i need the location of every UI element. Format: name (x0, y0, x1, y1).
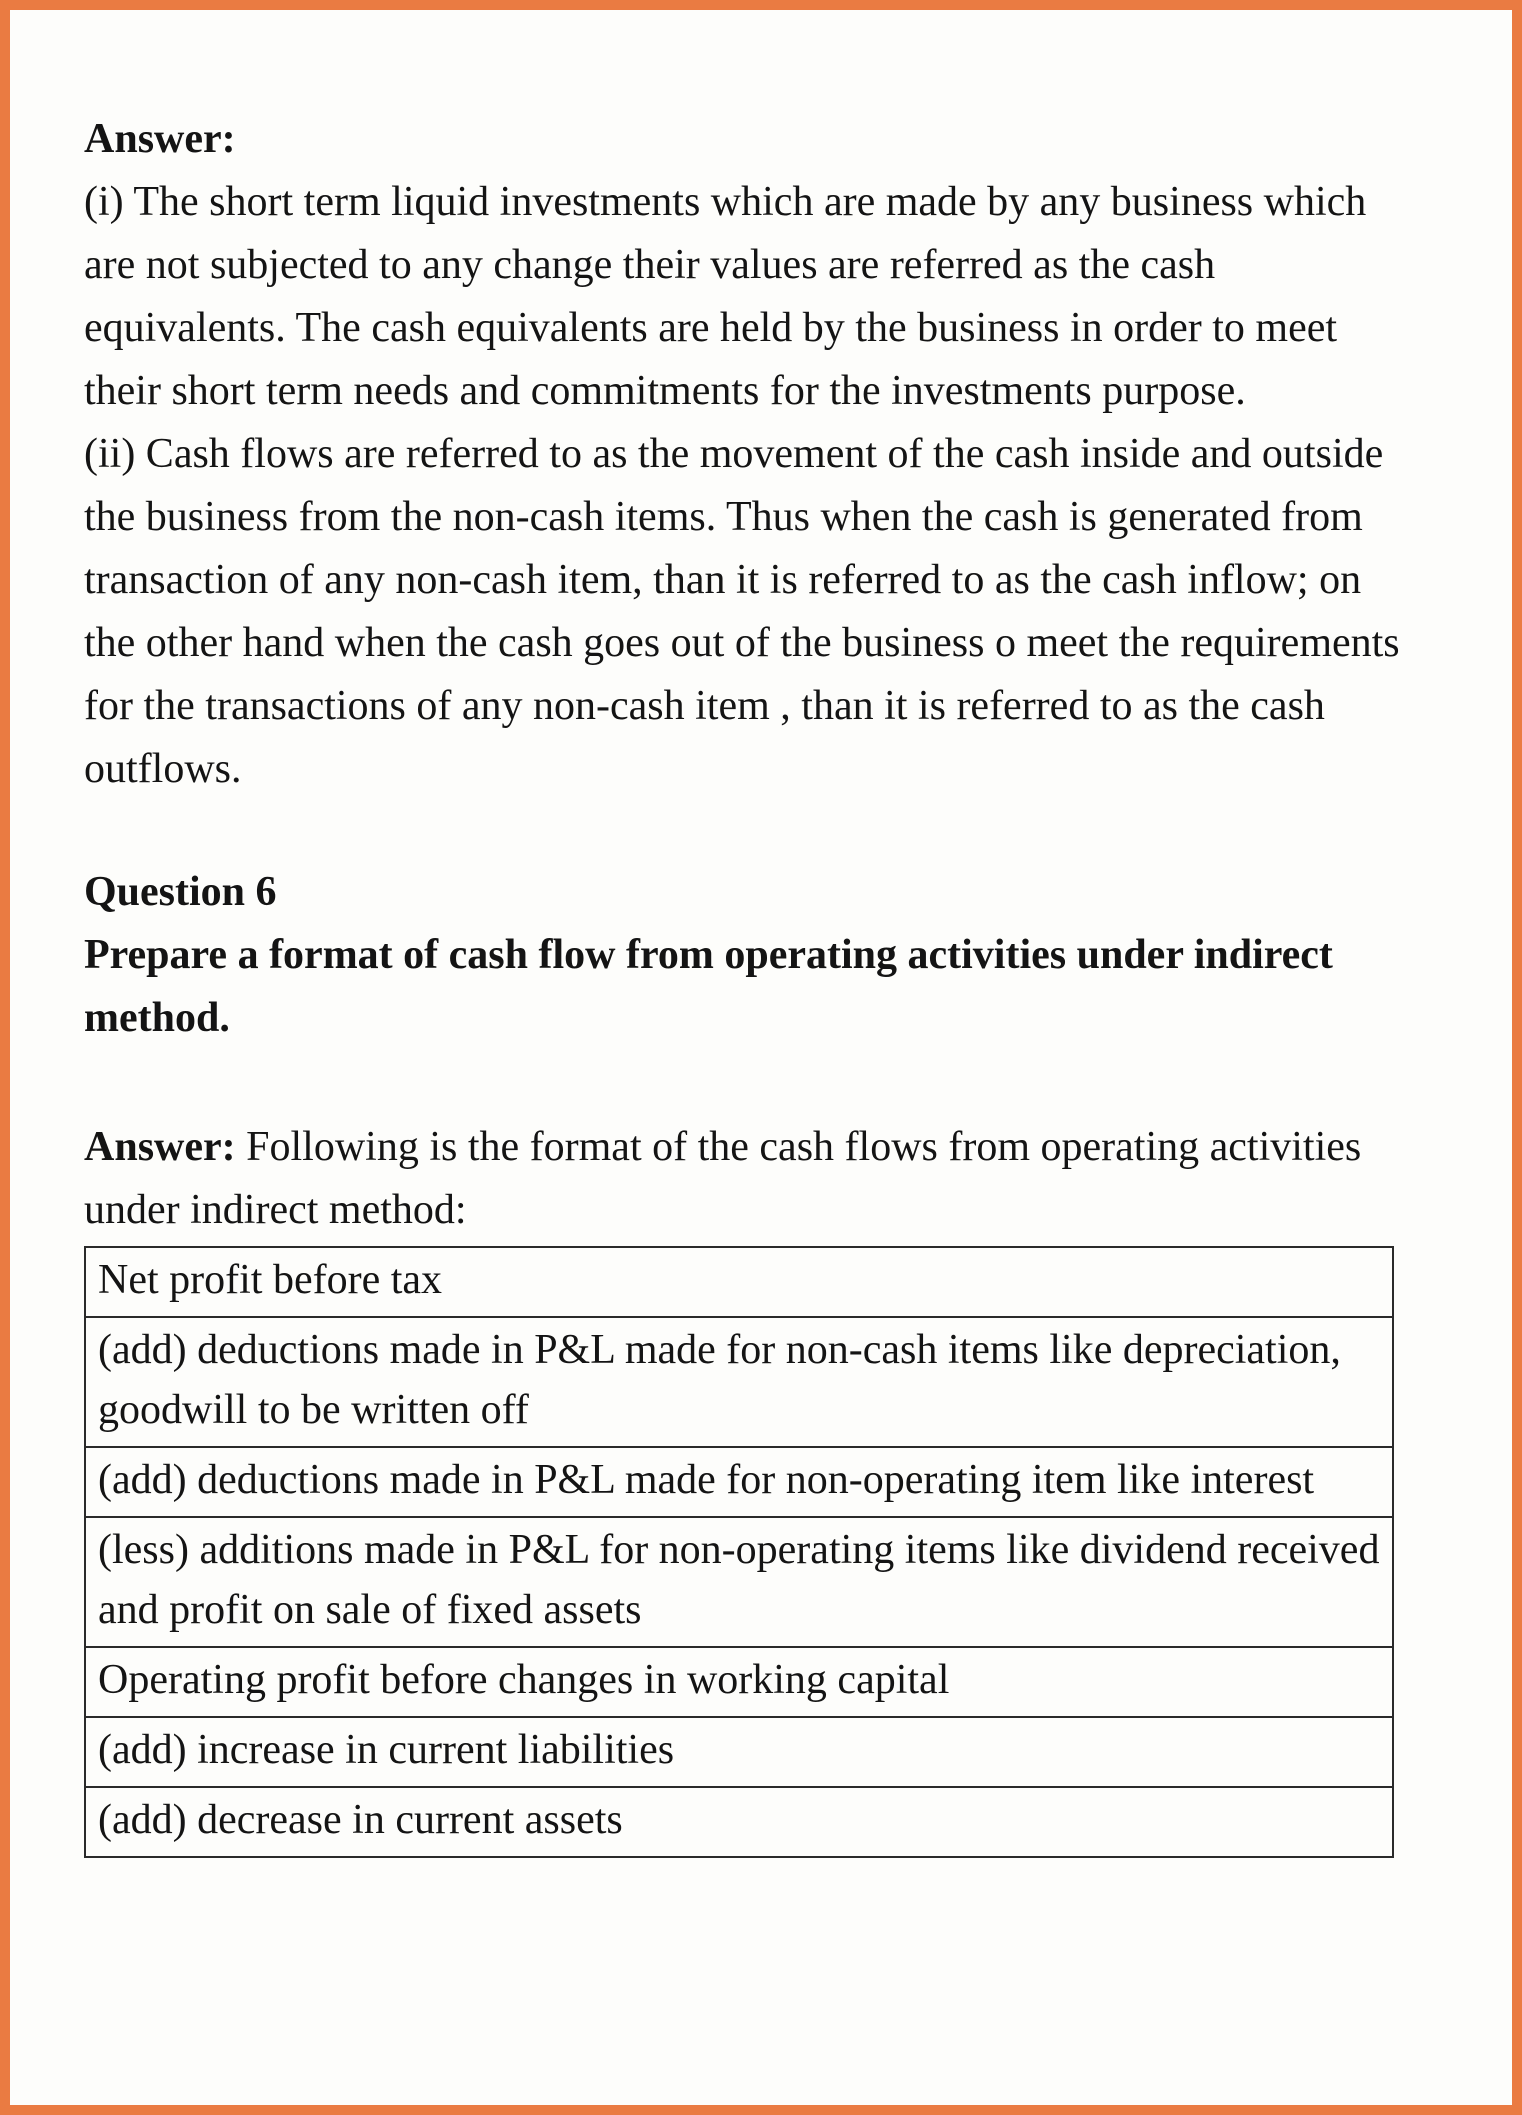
table-row (85, 1447, 1393, 1517)
table-row (85, 1647, 1393, 1717)
answer6-intro-line (84, 1116, 1422, 1242)
table-cell: (add) deductions made in P&L made for non-cash items like depreciation, goodwill to be written off (85, 1317, 1393, 1447)
page-content (10, 10, 1512, 1858)
question6-title: Question 6 (84, 869, 277, 915)
cashflow-table-body (85, 1247, 1393, 1857)
answer6-block (84, 1116, 1422, 1858)
question6-body: Prepare a format of cash flow from operating activities under indirect method. (84, 932, 1333, 1041)
table-cell: (add) deductions made in P&L made for non-operating item like interest (85, 1447, 1393, 1517)
question6-block (84, 861, 1422, 1050)
cashflow-format-table (84, 1246, 1394, 1858)
table-row (85, 1517, 1393, 1647)
answer5-label: Answer: (84, 116, 236, 162)
table-cell: (add) decrease in current assets (85, 1787, 1393, 1857)
table-cell: (add) increase in current liabilities (85, 1717, 1393, 1787)
table-cell: Operating profit before changes in working capital (85, 1647, 1393, 1717)
table-row (85, 1717, 1393, 1787)
answer5-paragraph-i: (i) The short term liquid investments which are made by any business which are not subjected to any change their values are referred as the cash equivalents. The cash equivalents are held by the business in order to meet their short term needs and commitments for the investments purpose. (84, 179, 1367, 414)
table-cell: (less) additions made in P&L for non-operating items like dividend received and profit on sale of fixed assets (85, 1517, 1393, 1647)
table-row (85, 1247, 1393, 1317)
answer6-intro-text: Following is the format of the cash flows from operating activities under indirect method: (84, 1124, 1362, 1233)
table-row (85, 1787, 1393, 1857)
table-row (85, 1317, 1393, 1447)
answer6-label: Answer: (84, 1124, 236, 1170)
table-cell: Net profit before tax (85, 1247, 1393, 1317)
answer5-paragraph-ii: (ii) Cash flows are referred to as the movement of the cash inside and outside the business from the non-cash items. Thus when the cash is generated from transaction of any non-cash item, than it is referred to as the cash inflow; on the other hand when the cash goes out of the business o meet the requirements for the transactions of any non-cash item , than it is referred to as the cash outflows. (84, 431, 1400, 792)
